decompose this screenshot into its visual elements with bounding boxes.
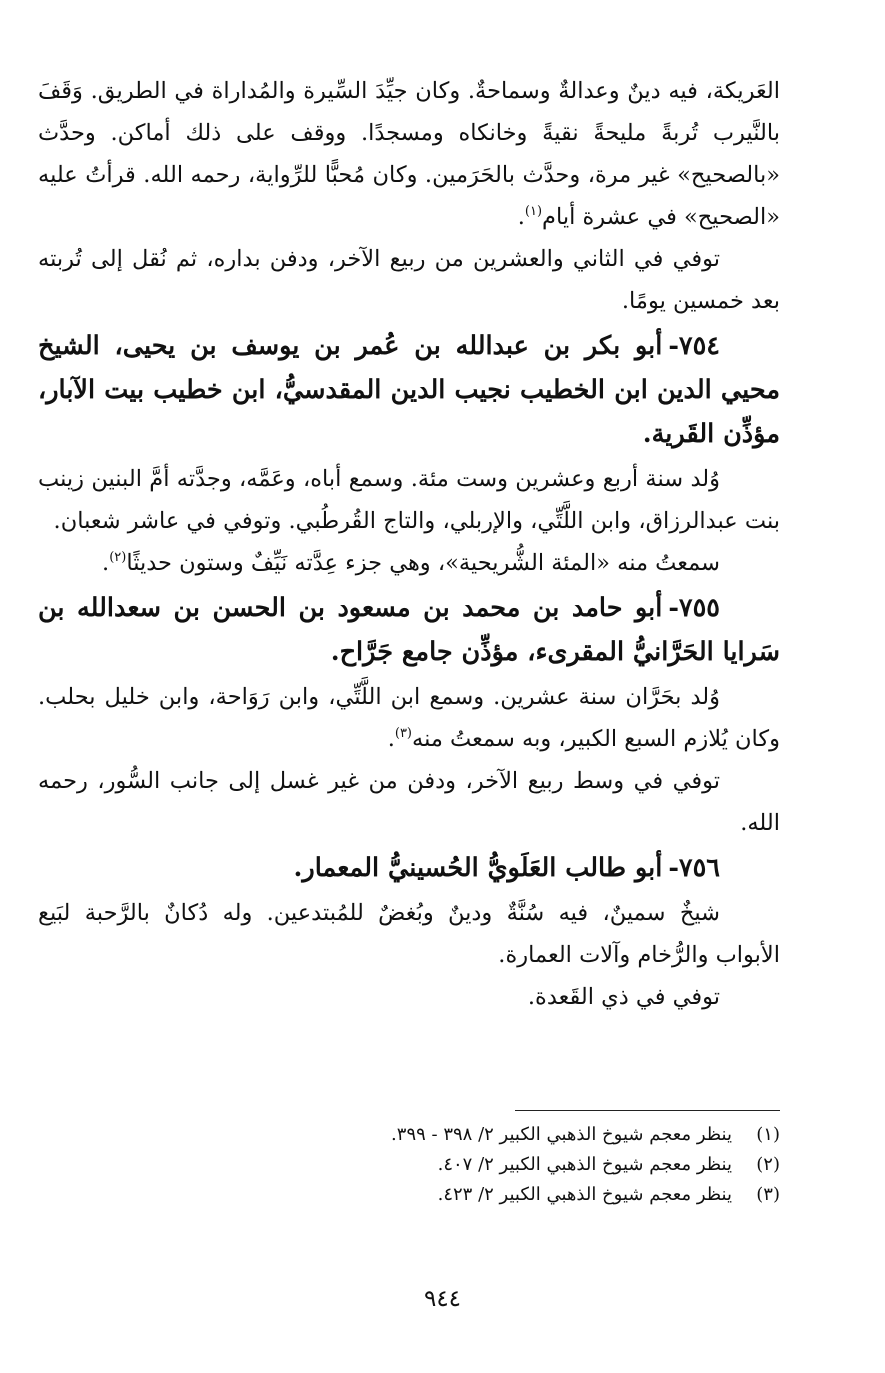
entry-heading-756: ٧٥٦-أبو طالب العَلَويُّ الحُسينيُّ المعمار. xyxy=(293,853,720,883)
paragraph-biography: وُلد سنة أربع وعشرين وست مئة. وسمع أباه، وعَمَّه، وجدَّته أمَّ البنين زينب بنت عبدالرزاق، وابن اللَّتِّي، والإربلي، والتاج القُرطُبي. وتوفي في عاشر شعبان. xyxy=(38,466,780,534)
footnote-ref-2: (٢) xyxy=(109,550,127,565)
paragraph-death-note: توفي في وسط ربيع الآخر، ودفن من غير غسل إلى جانب السُّور، رحمه الله. xyxy=(38,768,780,836)
entry-number: ٧٥٤- xyxy=(668,331,720,361)
paragraph-hearing: سمعتُ منه «المئة الشُّريحية»، وهي جزء عِدَّته نَيِّفٌ وستون حديثًا$^{(٢)}$. xyxy=(102,550,720,576)
entry-heading-755: ٧٥٥-أبو حامد بن محمد بن مسعود بن الحسن بن سعدالله بن سَرايا الحَرَّانيُّ المقرىء، مؤذِّن جامع جَرَّاح. xyxy=(38,593,780,667)
footnotes xyxy=(38,1120,780,1210)
footnote-divider xyxy=(515,1110,780,1111)
main-text xyxy=(38,70,780,1018)
paragraph-death-note: توفي في الثاني والعشرين من ربيع الآخر، ودفن بداره، ثم نُقل إلى تُربته بعد خمسين يومًا. xyxy=(38,246,780,314)
footnote-ref-1: (١) xyxy=(524,204,543,219)
page-number: ٩٤٤ xyxy=(423,1286,462,1312)
footnote-3: (٣) ينظر معجم شيوخ الذهبي الكبير ٢/ ٤٢٣. xyxy=(437,1184,780,1205)
entry-number: ٧٥٦- xyxy=(668,853,720,883)
paragraph-continuation: العَريكة، فيه دينٌ وعدالةٌ وسماحةٌ. وكان جيِّدَ السِّيرة والمُداراة في الطريق. وَقَفَ بالنَّيرب تُربةً مليحةً نقيةً وخانكاه ومسجدًا. ووقف على ذلك أماكن. وحدَّث «بالصحيح» غير مرة، وحدَّث بالحَرَمين. وكان مُحبًّا للرِّواية، رحمه الله. قرأتُ عليه «الصحيح» في عشرة أيام$^{(١)}$. xyxy=(38,78,780,230)
footnote-2: (٢) ينظر معجم شيوخ الذهبي الكبير ٢/ ٤٠٧. xyxy=(437,1154,780,1175)
entry-number: ٧٥٥- xyxy=(668,593,720,623)
entry-heading-754: ٧٥٤-أبو بكر بن عبدالله بن عُمر بن يوسف بن يحيى، الشيخ محيي الدين ابن الخطيب نجيب الدين المقدسيُّ، ابن خطيب بيت الآبار، مؤذِّن القَرية. xyxy=(38,331,780,449)
paragraph-biography: شيخٌ سمينٌ، فيه سُنَّةٌ ودينٌ وبُغضٌ للمُبتدعين. وله دُكانٌ بالرَّحبة لبَيع الأبواب والرُّخام وآلات العمارة. xyxy=(38,900,780,968)
paragraph-biography: وُلد بحَرَّان سنة عشرين. وسمع ابن اللَّتِّي، وابن رَوَاحة، وابن خليل بحلب. وكان يُلازم السبع الكبير، وبه سمعتُ منه$^{(٣)}$. xyxy=(38,684,780,752)
footnote-ref-3: (٣) xyxy=(394,726,412,741)
paragraph-death-note: توفي في ذي القَعدة. xyxy=(527,984,720,1010)
footnote-1: (١) ينظر معجم شيوخ الذهبي الكبير ٢/ ٣٩٨ - ٣٩٩. xyxy=(391,1124,780,1145)
